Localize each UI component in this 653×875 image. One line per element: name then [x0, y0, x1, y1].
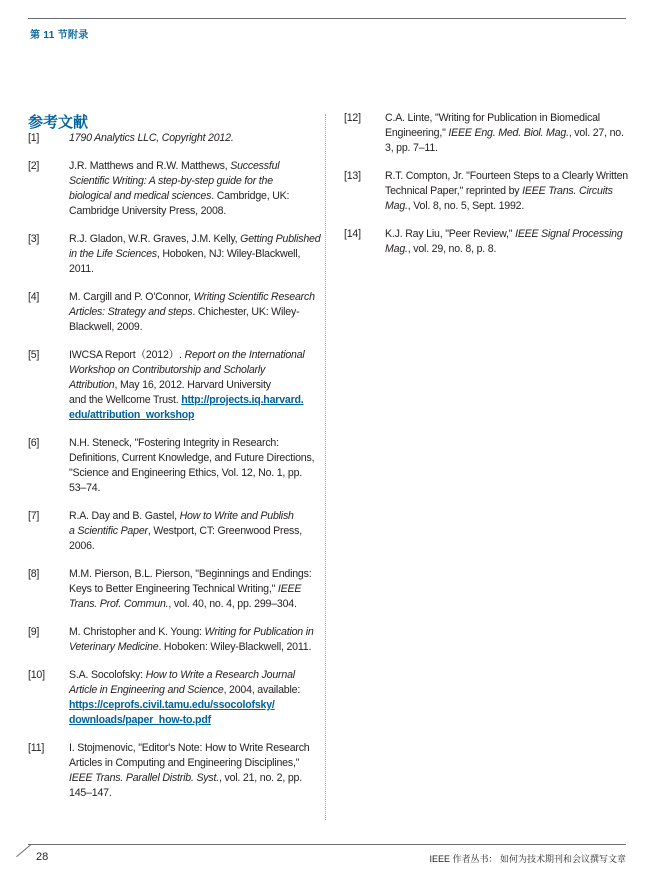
reference-line — [69, 290, 321, 305]
reference-text — [69, 625, 321, 655]
reference-italic-text: Veterinary Medicine — [69, 641, 159, 653]
reference-plain-text: R.J. Gladon, W.R. Graves, J.M. Kelly, — [69, 233, 241, 245]
reference-line — [69, 771, 321, 786]
reference-text — [69, 567, 321, 612]
reference-line — [69, 363, 321, 378]
reference-plain-text: Keys to Better Engineering Technical Writing," — [69, 583, 278, 595]
reference-link[interactable]: downloads/paper_how-to.pdf — [69, 714, 211, 726]
reference-italic-text: Writing Scientific Research — [193, 291, 315, 303]
reference-number: [3] — [28, 233, 40, 245]
reference-italic-text: Report on the International — [184, 349, 305, 361]
reference-italic-text: Successful — [230, 160, 280, 172]
reference-line — [69, 393, 321, 408]
reference-line — [385, 242, 630, 257]
reference-plain-text: Engineering," — [385, 127, 449, 139]
reference-plain-text: 2006. — [69, 540, 95, 552]
reference-text — [69, 668, 321, 728]
reference-line — [69, 597, 321, 612]
reference-plain-text: R.T. Compton, Jr. "Fourteen Steps to a Clearly Written — [385, 170, 628, 182]
reference-plain-text: , vol. 21, no. 2, pp. — [219, 772, 302, 784]
reference-line — [69, 247, 321, 262]
reference-plain-text: S.A. Socolofsky: — [69, 669, 146, 681]
reference-plain-text: J.R. Matthews and R.W. Matthews, — [69, 160, 231, 172]
reference-line — [69, 481, 321, 496]
reference-link[interactable]: edu/attribution_workshop — [69, 409, 195, 421]
reference-line — [69, 756, 321, 771]
reference-line — [385, 227, 630, 242]
reference-number: [13] — [344, 170, 361, 182]
reference-plain-text: , vol. 29, no. 8, p. 8. — [407, 243, 497, 255]
reference-plain-text: Technical Paper," reprinted by — [385, 185, 523, 197]
reference-plain-text: , vol. 40, no. 4, pp. 299–304. — [168, 598, 297, 610]
reference-text — [69, 348, 321, 423]
page-number: 28 — [36, 851, 49, 863]
reference-line — [385, 141, 630, 156]
reference-line — [69, 348, 321, 363]
reference-plain-text: . Cambridge, UK: — [211, 190, 290, 202]
reference-plain-text: R.A. Day and B. Gastel, — [69, 510, 180, 522]
reference-italic-text: Articles: Strategy and steps — [69, 306, 193, 318]
footer-rule — [28, 844, 626, 845]
reference-line — [69, 174, 321, 189]
reference-line — [69, 204, 321, 219]
reference-plain-text: I. Stojmenovic, "Editor's Note: How to Write Research — [69, 742, 310, 754]
reference-italic-text: IEEE Eng. Med. Biol. Mag. — [448, 127, 569, 139]
reference-number: [4] — [28, 291, 40, 303]
reference-text — [385, 169, 630, 214]
reference-plain-text: 145–147. — [69, 787, 112, 799]
reference-line — [69, 189, 321, 204]
reference-italic-text: Workshop on Contributorship and Scholarly — [69, 364, 266, 376]
footer-accent-line — [16, 844, 31, 857]
reference-number: [11] — [28, 742, 45, 754]
column-divider — [325, 114, 326, 820]
reference-italic-text: in the Life Sciences — [69, 248, 157, 260]
reference-italic-text: Writing for Publication in — [204, 626, 314, 638]
reference-number: [14] — [344, 228, 361, 240]
reference-italic-text: IEEE — [277, 583, 302, 595]
reference-text — [69, 159, 321, 219]
reference-line — [385, 111, 630, 126]
reference-number: [1] — [28, 132, 40, 144]
reference-plain-text: . Hoboken: Wiley-Blackwell, 2011. — [158, 641, 312, 653]
section-label: 第 11 节附录 — [30, 30, 89, 41]
reference-plain-text: , 2004, available: — [223, 684, 301, 696]
reference-number: [8] — [28, 568, 40, 580]
reference-line — [69, 159, 321, 174]
reference-line — [385, 199, 630, 214]
reference-italic-text: IEEE Trans. Parallel Distrib. Syst. — [69, 772, 219, 784]
reference-text — [69, 290, 321, 335]
reference-italic-text: a Scientific Paper — [69, 525, 148, 537]
reference-plain-text: 3, pp. 7–11. — [385, 142, 438, 154]
reference-plain-text: , Vol. 8, no. 5, Sept. 1992. — [407, 200, 525, 212]
reference-italic-text: IEEE Trans. Circuits — [522, 185, 613, 197]
reference-line — [69, 378, 321, 393]
reference-link[interactable]: https://ceprofs.civil.tamu.edu/ssocolofsky/ — [69, 699, 275, 711]
reference-line — [69, 466, 321, 481]
reference-plain-text: 53–74. — [69, 482, 101, 494]
header-rule — [28, 18, 626, 19]
reference-plain-text: , vol. 27, no. — [568, 127, 624, 139]
reference-italic-text: Mag. — [385, 200, 408, 212]
reference-line — [69, 698, 321, 713]
reference-plain-text: M.M. Pierson, B.L. Pierson, "Beginnings and Endings: — [69, 568, 312, 580]
reference-text — [69, 436, 321, 496]
reference-line — [69, 131, 321, 146]
reference-line — [69, 786, 321, 801]
reference-line — [69, 509, 321, 524]
reference-italic-text: Trans. Prof. Commun. — [69, 598, 169, 610]
reference-line — [69, 683, 321, 698]
reference-number: [12] — [344, 112, 361, 124]
reference-plain-text: Definitions, Current Knowledge, and Future Directions, — [69, 452, 315, 464]
reference-line — [385, 169, 630, 184]
reference-plain-text: and the Wellcome Trust. — [69, 394, 182, 406]
reference-number: [6] — [28, 437, 40, 449]
reference-italic-text: How to Write a Research Journal — [145, 669, 295, 681]
reference-plain-text: Articles in Computing and Engineering Disciplines," — [69, 757, 300, 769]
reference-number: [7] — [28, 510, 40, 522]
reference-plain-text: M. Christopher and K. Young: — [69, 626, 205, 638]
reference-line — [69, 625, 321, 640]
reference-plain-text: M. Cargill and P. O'Connor, — [69, 291, 194, 303]
reference-plain-text: IWCSA Report（2012）. — [69, 349, 185, 361]
reference-plain-text: Blackwell, 2009. — [69, 321, 143, 333]
reference-line — [69, 741, 321, 756]
reference-plain-text: K.J. Ray Liu, "Peer Review," — [385, 228, 516, 240]
reference-plain-text: , Hoboken, NJ: Wiley-Blackwell, — [156, 248, 301, 260]
reference-plain-text: C.A. Linte, "Writing for Publication in Biomedical — [385, 112, 600, 124]
reference-italic-text: Article in Engineering and Science — [69, 684, 224, 696]
reference-line — [385, 184, 630, 199]
reference-plain-text: , Westport, CT: Greenwood Press, — [147, 525, 302, 537]
reference-number: [5] — [28, 349, 40, 361]
reference-line — [69, 436, 321, 451]
reference-number: [2] — [28, 160, 40, 172]
reference-line — [69, 713, 321, 728]
reference-number: [10] — [28, 669, 45, 681]
page-title: 参考文献 — [28, 114, 89, 131]
reference-plain-text: N.H. Steneck, "Fostering Integrity in Research: — [69, 437, 279, 449]
reference-italic-text: Scientific Writing: A step-by-step guide for the — [69, 175, 273, 187]
reference-line — [385, 126, 630, 141]
reference-line — [69, 305, 321, 320]
reference-line — [69, 262, 321, 277]
reference-line — [69, 232, 321, 247]
reference-plain-text: 2011. — [69, 263, 94, 275]
reference-line — [69, 539, 321, 554]
reference-line — [69, 451, 321, 466]
reference-italic-text: Mag. — [385, 243, 408, 255]
reference-line — [69, 524, 321, 539]
reference-link[interactable]: http://projects.iq.harvard. — [181, 394, 304, 406]
reference-plain-text: Cambridge University Press, 2008. — [69, 205, 227, 217]
reference-italic-text: IEEE Signal Processing — [515, 228, 623, 240]
reference-line — [69, 582, 321, 597]
reference-plain-text: . Chichester, UK: Wiley- — [192, 306, 300, 318]
reference-text — [385, 227, 630, 257]
reference-line — [69, 668, 321, 683]
reference-number: [9] — [28, 626, 40, 638]
reference-line — [69, 567, 321, 582]
reference-text — [69, 232, 321, 277]
reference-text — [69, 509, 321, 554]
reference-plain-text: "Science and Engineering Ethics, Vol. 12, No. 1, pp. — [69, 467, 303, 479]
reference-text — [69, 741, 321, 801]
reference-italic-text: Getting Published — [240, 233, 321, 245]
reference-text — [69, 131, 321, 146]
footer-series-title: IEEE 作者丛书： 如何为技术期刊和会议撰写文章 — [429, 854, 626, 864]
reference-italic-text: Attribution — [69, 379, 115, 391]
reference-italic-text: biological and medical sciences — [69, 190, 212, 202]
reference-italic-text: 1790 Analytics LLC, Copyright 2012. — [69, 132, 234, 144]
reference-line — [69, 320, 321, 335]
reference-line — [69, 640, 321, 655]
reference-italic-text: How to Write and Publish — [179, 510, 294, 522]
reference-text — [385, 111, 630, 156]
reference-plain-text: , May 16, 2012. Harvard University — [114, 379, 271, 391]
reference-line — [69, 408, 321, 423]
